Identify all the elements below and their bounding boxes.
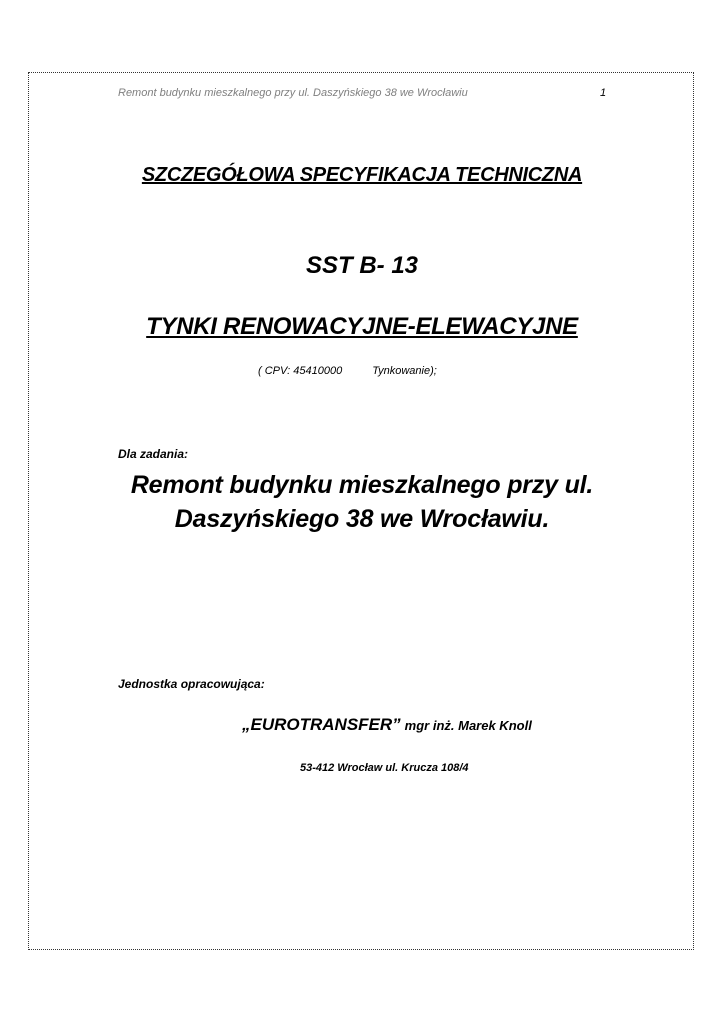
task-title-line-1: Remont budynku mieszkalnego przy ul. (130, 471, 594, 499)
cpv-line (258, 365, 437, 377)
spec-title: SZCZEGÓŁOWA SPECYFIKACJA TECHNICZNA (141, 164, 583, 186)
company-address: 53-412 Wrocław ul. Krucza 108/4 (300, 762, 469, 774)
task-label: Dla zadania: (118, 447, 189, 461)
cpv-description: Tynkowanie); (372, 365, 437, 377)
company-name: „EUROTRANSFER” (242, 715, 401, 734)
unit-label: Jednostka opracowująca: (118, 677, 265, 691)
running-header: Remont budynku mieszkalnego przy ul. Daszyńskiego 38 we Wrocławiu (118, 87, 468, 99)
page-number: 1 (600, 87, 607, 99)
cpv-code: ( CPV: 45410000 (258, 365, 343, 377)
company-line (242, 715, 532, 735)
subject-title: TYNKI RENOWACYJNE-ELEWACYJNE (146, 313, 578, 340)
task-title-line-2: Daszyńskiego 38 we Wrocławiu. (174, 505, 550, 533)
sst-code: SST B- 13 (305, 252, 419, 279)
company-person: mgr inż. Marek Knoll (404, 718, 532, 733)
